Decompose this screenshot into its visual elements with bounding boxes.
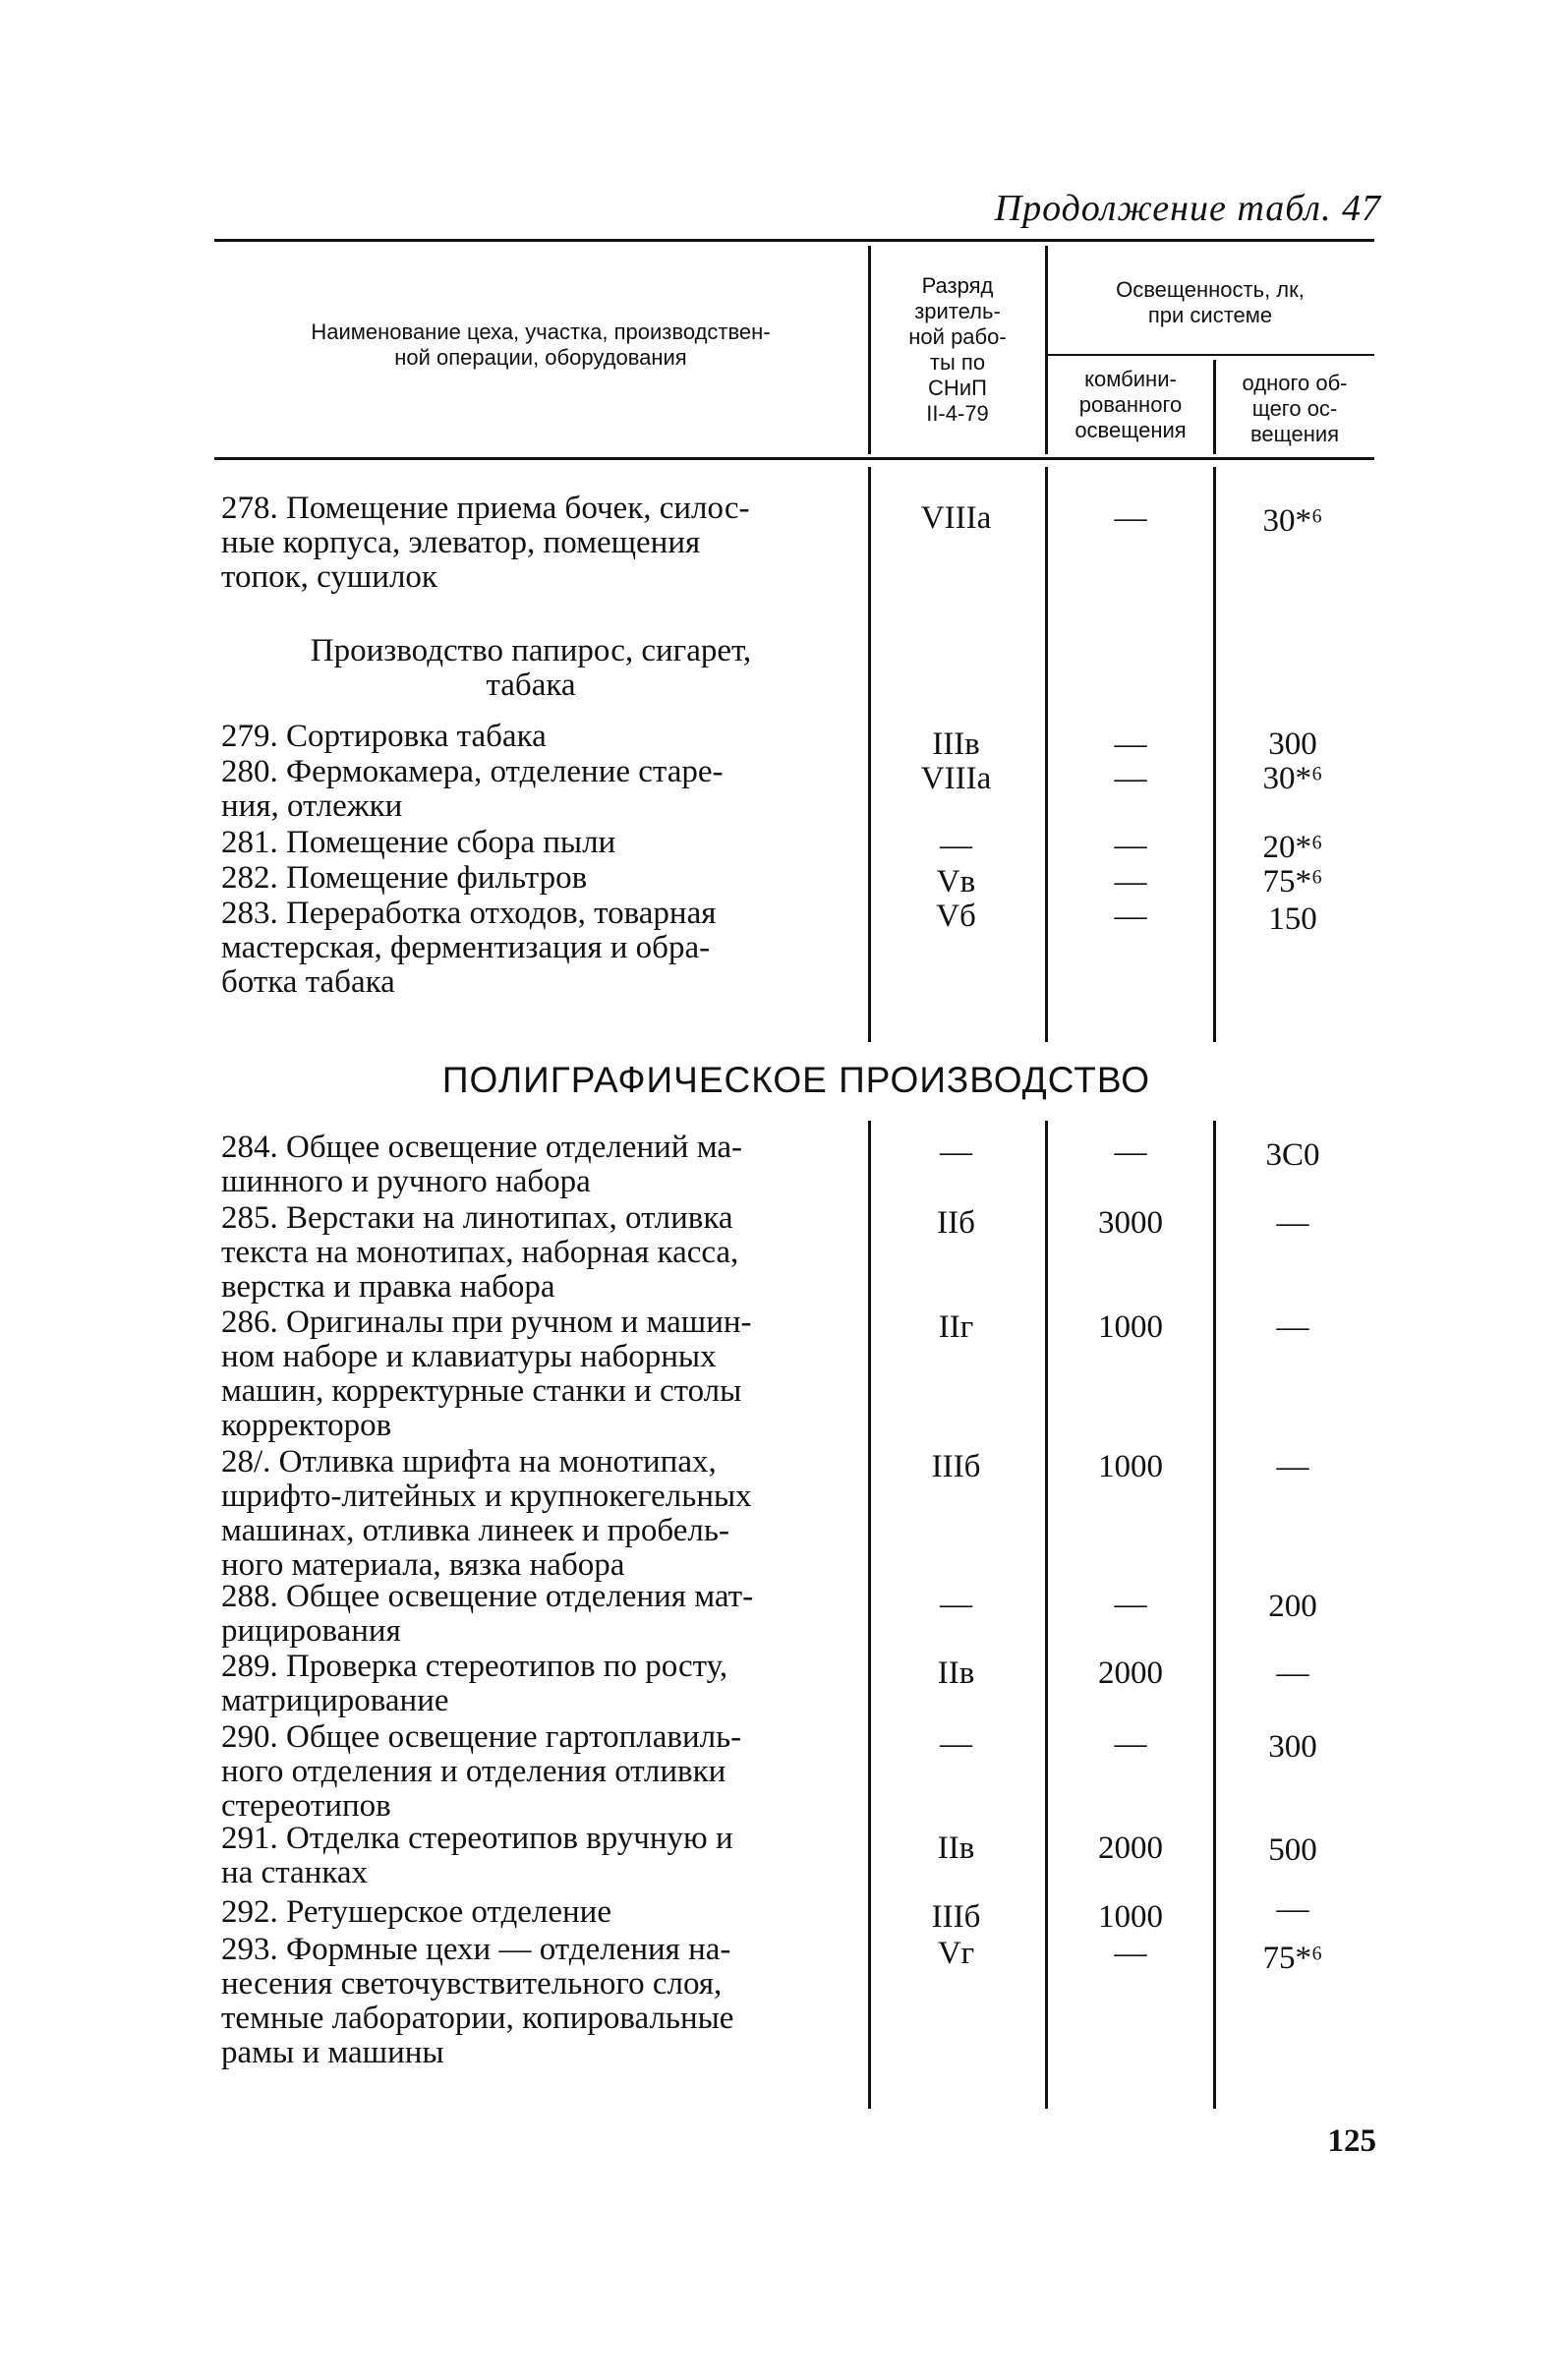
row-281-combined: — bbox=[1114, 828, 1147, 863]
row-279-combined: — bbox=[1114, 726, 1147, 762]
row-285-name: 285. Верстаки на линотипах, отливка текста на монотипах, наборная касса, верстка и правка набора bbox=[221, 1200, 739, 1305]
row-283-combined: — bbox=[1114, 899, 1147, 934]
header-combined: комбини- рованного освещения bbox=[1074, 367, 1187, 442]
row-291-combined: 2000 bbox=[1098, 1830, 1163, 1866]
row-283-name: 283. Переработка отходов, товарная мастерская, ферментизация и обра- ботка табака bbox=[221, 896, 717, 1000]
row-292-general: — bbox=[1276, 1891, 1309, 1927]
row-280-combined: — bbox=[1114, 761, 1147, 796]
row-280-name: 280. Фермокамера, отделение старе- ния, отлежки bbox=[221, 754, 724, 824]
row-287-combined: 1000 bbox=[1098, 1449, 1163, 1484]
row-288-combined: — bbox=[1114, 1587, 1147, 1622]
row-283-grade: Vб bbox=[936, 899, 976, 934]
row-282-combined: — bbox=[1114, 864, 1147, 900]
row-290-combined: — bbox=[1114, 1726, 1147, 1762]
row-290-name: 290. Общее освещение гартоплавиль- ного отделения и отделения отливки стереотипов bbox=[221, 1719, 742, 1824]
row-286-grade: IIг bbox=[938, 1309, 974, 1345]
row-288-grade: — bbox=[940, 1587, 972, 1622]
header-name: Наименование цеха, участка, производствен- ной операции, оборудования bbox=[311, 319, 771, 370]
header-divider-3 bbox=[1213, 360, 1216, 454]
row-284-name: 284. Общее освещение отделений ма- шинного и ручного набора bbox=[221, 1130, 742, 1199]
row-282-grade: Vв bbox=[936, 864, 976, 900]
row-289-combined: 2000 bbox=[1098, 1655, 1163, 1691]
row-278-combined: — bbox=[1114, 500, 1147, 536]
table-top-rule bbox=[214, 239, 1374, 242]
row-281-name: 281. Помещение сбора пыли bbox=[221, 825, 616, 860]
header-divider-1 bbox=[868, 246, 871, 454]
page-number: 125 bbox=[1327, 2123, 1376, 2159]
row-281-grade: — bbox=[940, 828, 972, 863]
header-grade: Разряд зритель- ной рабо- ты по СНиП II-4-79 bbox=[908, 273, 1007, 426]
row-289-grade: IIв bbox=[937, 1655, 975, 1691]
row-283-general: 150 bbox=[1268, 901, 1317, 937]
header-illuminance: Освещенность, лк, при системе bbox=[1116, 277, 1305, 327]
row-279-name: 279. Сортировка табака bbox=[221, 719, 547, 754]
row-285-general: — bbox=[1276, 1205, 1309, 1241]
row-293-combined: — bbox=[1114, 1936, 1147, 1971]
section-title: ПОЛИГРАФИЧЕСКОЕ ПРОИЗВОДСТВО bbox=[441, 1060, 1151, 1100]
header-bottom-rule bbox=[214, 457, 1374, 460]
table-caption: Продолжение табл. 47 bbox=[994, 188, 1381, 229]
row-288-general: 200 bbox=[1268, 1589, 1317, 1624]
row-278-grade: VIIIа bbox=[920, 500, 992, 536]
row-292-combined: 1000 bbox=[1098, 1899, 1163, 1935]
row-284-general: 3С0 bbox=[1265, 1137, 1320, 1173]
row-286-name: 286. Оригиналы при ручном и машин- ном наборе и клавиатуры наборных машин, корректурные станки и столы корректоров bbox=[221, 1305, 752, 1443]
row-293-general: 75*⁶ bbox=[1262, 1941, 1323, 1976]
row-293-grade: Vг bbox=[937, 1936, 975, 1971]
row-289-name: 289. Проверка стереотипов по росту, матрицирование bbox=[221, 1649, 728, 1718]
header-inner-rule bbox=[1047, 354, 1374, 356]
row-280-grade: VIIIа bbox=[920, 761, 992, 796]
row-288-name: 288. Общее освещение отделения мат- рицирования bbox=[221, 1579, 754, 1649]
row-286-general: — bbox=[1276, 1309, 1309, 1345]
row-281-general: 20*⁶ bbox=[1262, 830, 1323, 865]
row-292-name: 292. Ретушерское отделение bbox=[221, 1894, 611, 1930]
row-291-general: 500 bbox=[1268, 1832, 1317, 1868]
row-279-general: 300 bbox=[1268, 726, 1317, 762]
row-293-name: 293. Формные цехи — отделения на- несения светочувствительного слоя, темные лаборатории, копировальные рамы и машины bbox=[221, 1932, 734, 2070]
row-286-combined: 1000 bbox=[1098, 1309, 1163, 1345]
row-282-general: 75*⁶ bbox=[1262, 864, 1323, 900]
row-290-general: 300 bbox=[1268, 1729, 1317, 1765]
row-282-name: 282. Помещение фильтров bbox=[221, 860, 588, 896]
row-285-combined: 3000 bbox=[1098, 1205, 1163, 1241]
row-287-grade: IIIб bbox=[931, 1449, 981, 1484]
row-278-name: 278. Помещение приема бочек, силос- ные корпуса, элеватор, помещения топок, сушилок bbox=[221, 491, 750, 595]
row-278-general: 30*⁶ bbox=[1262, 503, 1323, 539]
row-280-general: 30*⁶ bbox=[1262, 761, 1323, 796]
row-289-general: — bbox=[1276, 1655, 1309, 1691]
row-279-grade: IIIв bbox=[932, 726, 980, 762]
row-291-name: 291. Отделка стереотипов вручную и на станках bbox=[221, 1821, 733, 1890]
row-287-name: 28/. Отливка шрифта на монотипах, шрифто-литейных и крупнокегельных машинах, отливка линеек и пробель- ного материала, вязка набора bbox=[221, 1444, 752, 1583]
row-284-combined: — bbox=[1114, 1134, 1147, 1170]
row-292-grade: IIIб bbox=[931, 1899, 981, 1935]
row-290-grade: — bbox=[940, 1726, 972, 1762]
row-287-general: — bbox=[1276, 1449, 1309, 1484]
row-291-grade: IIв bbox=[937, 1830, 975, 1866]
row-285-grade: IIб bbox=[937, 1205, 975, 1241]
subsection-title: Производство папирос, сигарет, табака bbox=[310, 633, 752, 703]
row-284-grade: — bbox=[940, 1134, 972, 1170]
header-general: одного об- щего ос- вещения bbox=[1242, 371, 1348, 446]
